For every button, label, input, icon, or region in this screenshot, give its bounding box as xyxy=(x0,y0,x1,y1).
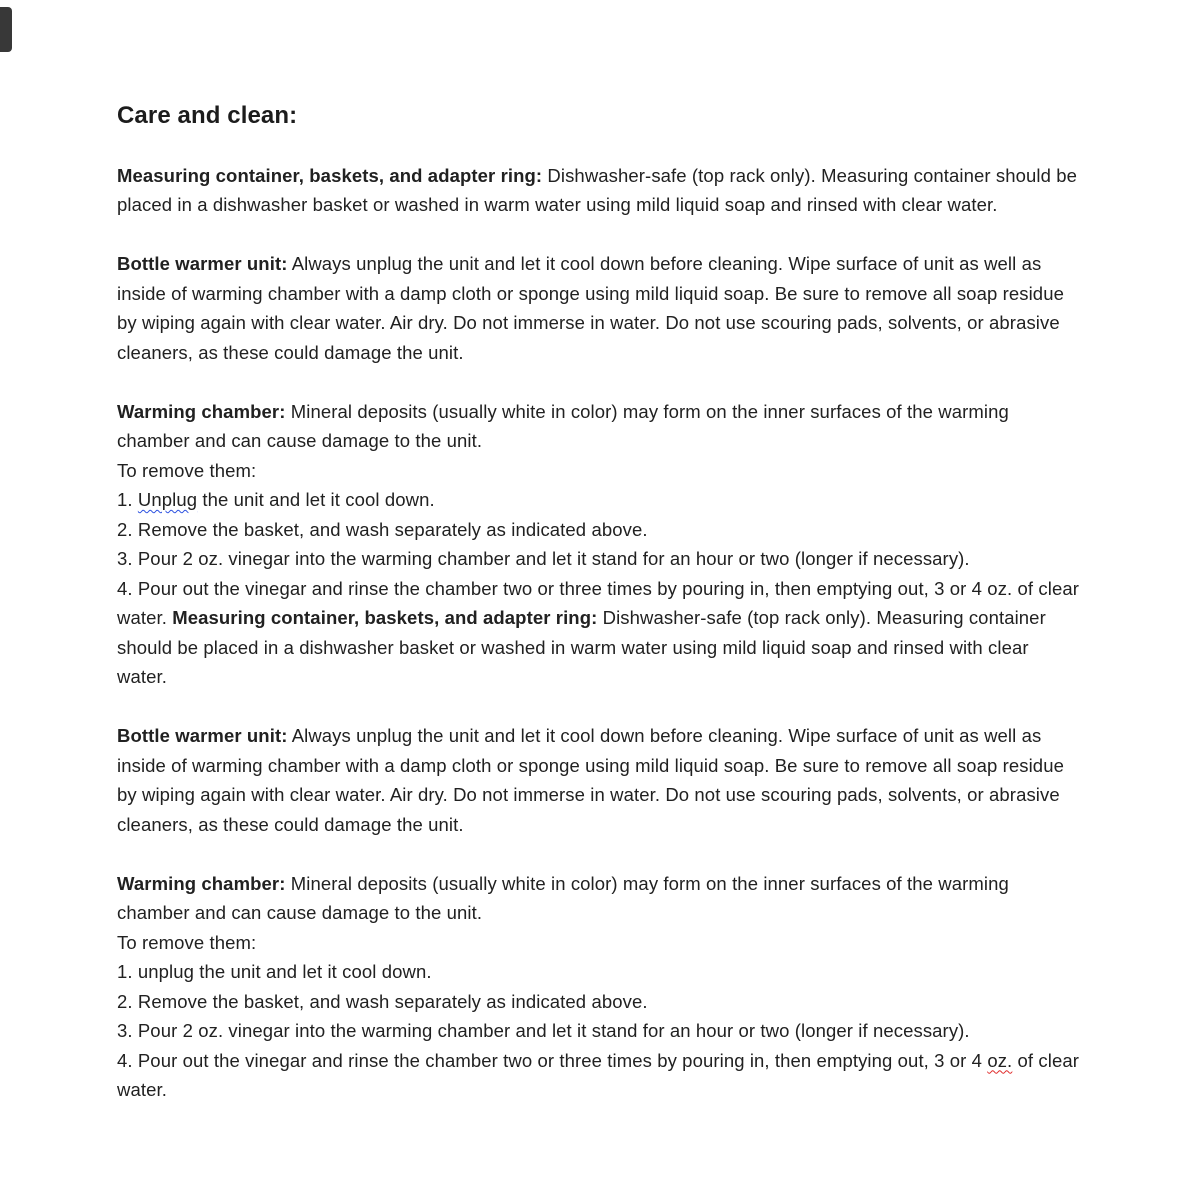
paragraph-line xyxy=(117,485,1083,515)
paragraph-line xyxy=(117,574,1083,692)
text-run: Mineral deposits (usually white in color) may form on the inner surfaces of the warming chamber and can cause damage to the unit. xyxy=(117,872,1009,923)
text-run: 2. Remove the basket, and wash separately as indicated above. xyxy=(117,518,648,540)
paragraph-line xyxy=(117,544,1083,574)
paragraph xyxy=(117,249,1083,367)
paragraph xyxy=(117,869,1083,928)
bold-run: Bottle warmer unit: xyxy=(117,725,288,746)
paragraph-line xyxy=(117,1016,1083,1046)
text-run: 3. Pour 2 oz. vinegar into the warming chamber and let it stand for an hour or two (longer if necessary). xyxy=(117,548,970,569)
bold-run: Measuring container, baskets, and adapter ring: xyxy=(172,607,598,628)
page-title xyxy=(117,101,1083,131)
spellcheck-flagged-word: oz. xyxy=(987,1049,1013,1071)
bold-run: Care and clean: xyxy=(117,102,298,129)
paragraph xyxy=(117,161,1083,220)
text-run: 1. xyxy=(117,489,138,510)
text-run: Dishwasher-safe (top rack only). Measuring container should be placed in a dishwasher basket or washed in warm water using mild liquid soap and rinsed with clear water. xyxy=(117,164,1078,215)
text-run: Dishwasher-safe (top rack only). Measuring container should be placed in a dishwasher basket or washed in warm water using mild liquid soap and rinsed with clear water. xyxy=(117,607,1046,687)
bold-run: Measuring container, baskets, and adapter ring: xyxy=(117,164,543,186)
text-run: Mineral deposits (usually white in color) may form on the inner surfaces of the warming chamber and can cause damage to the unit. xyxy=(117,400,1009,451)
paragraph-line xyxy=(117,957,1083,987)
paragraph-line xyxy=(117,515,1083,545)
paragraph-line xyxy=(117,928,1083,958)
text-run: the unit and let it cool down. xyxy=(197,489,435,510)
scan-artifact xyxy=(0,7,12,52)
spellcheck-flagged-word: Unplug xyxy=(137,489,198,510)
bold-run: Bottle warmer unit: xyxy=(117,253,288,274)
text-run: Always unplug the unit and let it cool down before cleaning. Wipe surface of unit as well as inside of warming chamber with a damp cloth or sponge using mild liquid soap. Be sure to remove all soap residue by wiping again with clear water. Air dry. Do not immerse in water. Do not use scouring pads, solvents, or abrasive cleaners, as these could damage the unit. xyxy=(117,725,1064,835)
paragraph xyxy=(117,721,1083,839)
bold-run: Warming chamber: xyxy=(117,400,286,422)
paragraph-line xyxy=(117,987,1083,1017)
document-body xyxy=(117,101,1083,1105)
paragraph-line xyxy=(117,1046,1083,1105)
text-run: 2. Remove the basket, and wash separately as indicated above. xyxy=(117,990,648,1012)
bold-run: Warming chamber: xyxy=(117,872,286,894)
text-run: 4. Pour out the vinegar and rinse the chamber two or three times by pouring in, then emptying out, 3 or 4 oz. of clear water. xyxy=(117,577,1079,628)
text-run: Always unplug the unit and let it cool down before cleaning. Wipe surface of unit as well as inside of warming chamber with a damp cloth or sponge using mild liquid soap. Be sure to remove all soap residue by wiping again with clear water. Air dry. Do not immerse in water. Do not use scouring pads, solvents, or abrasive cleaners, as these could damage the unit. xyxy=(117,253,1064,363)
paragraph-line xyxy=(117,456,1083,486)
text-run: To remove them: xyxy=(117,931,257,953)
text-run: 4. Pour out the vinegar and rinse the chamber two or three times by pouring in, then emptying out, 3 or 4 xyxy=(117,1049,988,1071)
paragraph xyxy=(117,397,1083,456)
text-run: of clear water. xyxy=(117,1049,1080,1100)
text-run: To remove them: xyxy=(117,459,257,481)
text-run: 1. unplug the unit and let it cool down. xyxy=(117,961,432,982)
text-run: 3. Pour 2 oz. vinegar into the warming chamber and let it stand for an hour or two (longer if necessary). xyxy=(117,1020,970,1041)
